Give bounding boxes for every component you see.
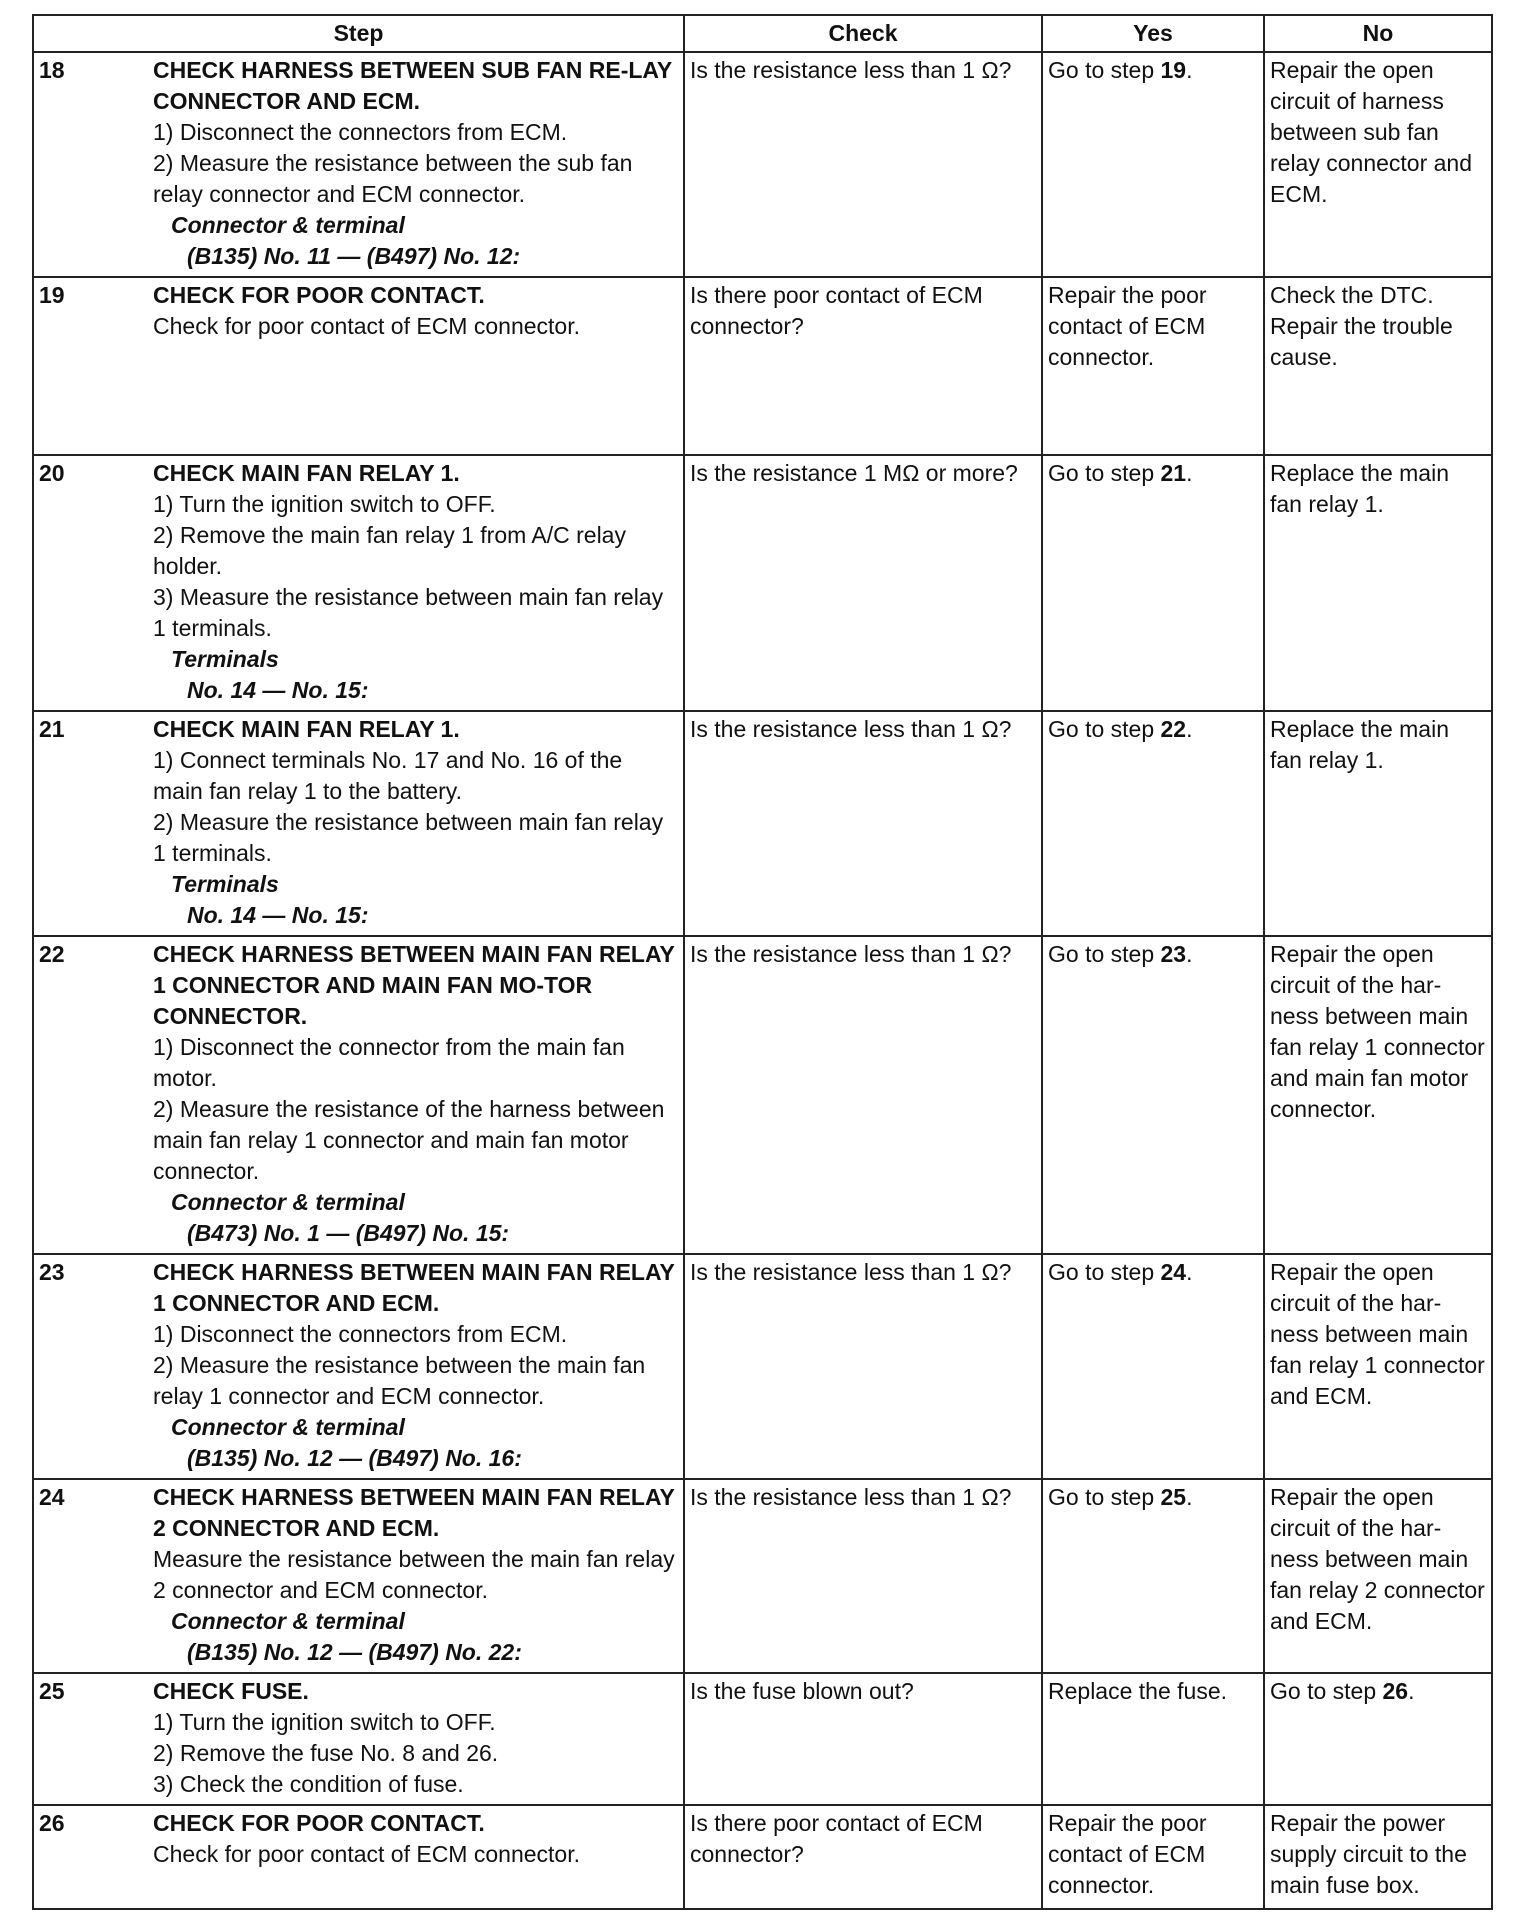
yes-cell-end: . xyxy=(1186,941,1193,967)
spec-label: Terminals xyxy=(171,646,279,672)
step-body xyxy=(153,1808,678,1870)
step-number: 24 xyxy=(39,1484,65,1510)
check-cell: Is the resistance less than 1 Ω? xyxy=(684,52,1042,277)
step-instruction: 1) Disconnect the connectors from ECM. xyxy=(153,1321,568,1347)
table-row xyxy=(33,711,1492,936)
spec-label: Connector & terminal xyxy=(171,1414,405,1440)
step-body xyxy=(153,1676,678,1800)
step-body xyxy=(153,714,678,931)
yes-cell-text: Repair the poor contact of ECM connector. xyxy=(1048,1810,1207,1898)
step-instruction: 2) Remove the main fan relay 1 from A/C relay holder. xyxy=(153,522,626,579)
table-body xyxy=(33,52,1492,1909)
no-cell xyxy=(1264,1254,1492,1479)
table-row xyxy=(33,936,1492,1254)
check-cell: Is there poor contact of ECM connector? xyxy=(684,277,1042,455)
check-cell: Is the resistance 1 MΩ or more? xyxy=(684,455,1042,711)
step-instruction: 2) Measure the resistance between main fan relay 1 terminals. xyxy=(153,809,664,866)
yes-cell-text: Repair the poor contact of ECM connector. xyxy=(1048,282,1207,370)
spec-value: (B135) No. 11 — (B497) No. 12: xyxy=(187,243,521,269)
spec-label: Connector & terminal xyxy=(171,212,405,238)
yes-cell-step-ref: 24 xyxy=(1160,1259,1187,1285)
yes-cell xyxy=(1042,1479,1264,1673)
step-body xyxy=(153,55,678,272)
step-cell xyxy=(33,936,684,1254)
spec-value: (B135) No. 12 — (B497) No. 16: xyxy=(187,1445,522,1471)
no-cell xyxy=(1264,936,1492,1254)
diagnostic-table xyxy=(32,14,1493,1910)
step-body xyxy=(153,280,678,342)
yes-cell-text: Go to step xyxy=(1048,1259,1161,1285)
no-cell-text: Repair the power supply circuit to the main fuse box. xyxy=(1270,1810,1467,1898)
header-check: Check xyxy=(684,15,1042,52)
step-title: CHECK FOR POOR CONTACT. xyxy=(153,1810,485,1836)
check-cell: Is the resistance less than 1 Ω? xyxy=(684,1254,1042,1479)
step-cell xyxy=(33,1805,684,1909)
yes-cell-end: . xyxy=(1186,1259,1193,1285)
yes-cell-step-ref: 25 xyxy=(1160,1484,1187,1510)
step-instruction: Measure the resistance between the main fan relay 2 connector and ECM connector. xyxy=(153,1546,675,1603)
yes-cell-step-ref: 21 xyxy=(1160,460,1187,486)
step-cell xyxy=(33,1254,684,1479)
yes-cell-text: Go to step xyxy=(1048,57,1161,83)
step-instruction: 3) Measure the resistance between main fan relay 1 terminals. xyxy=(153,584,664,641)
step-body xyxy=(153,939,678,1249)
yes-cell xyxy=(1042,1254,1264,1479)
no-cell xyxy=(1264,711,1492,936)
step-title: CHECK HARNESS BETWEEN MAIN FAN RELAY 2 CONNECTOR AND ECM. xyxy=(153,1484,675,1541)
yes-cell-text: Replace the fuse. xyxy=(1048,1678,1228,1704)
step-cell xyxy=(33,1673,684,1805)
table-row xyxy=(33,1479,1492,1673)
no-cell xyxy=(1264,455,1492,711)
header-no: No xyxy=(1264,15,1492,52)
step-cell xyxy=(33,711,684,936)
spec-value: No. 14 — No. 15: xyxy=(187,902,369,928)
no-cell xyxy=(1264,1673,1492,1805)
spec-label: Connector & terminal xyxy=(171,1608,405,1634)
step-instruction: Check for poor contact of ECM connector. xyxy=(153,1841,580,1867)
step-instruction: 2) Remove the fuse No. 8 and 26. xyxy=(153,1740,499,1766)
step-title: CHECK FOR POOR CONTACT. xyxy=(153,282,485,308)
yes-cell-end: . xyxy=(1186,1484,1193,1510)
check-cell: Is the fuse blown out? xyxy=(684,1673,1042,1805)
spec-value: (B473) No. 1 — (B497) No. 15: xyxy=(187,1220,510,1246)
step-number: 22 xyxy=(39,941,65,967)
yes-cell xyxy=(1042,1805,1264,1909)
step-number: 19 xyxy=(39,282,65,308)
header-step: Step xyxy=(33,15,684,52)
yes-cell-end: . xyxy=(1186,460,1193,486)
yes-cell-step-ref: 22 xyxy=(1160,716,1187,742)
step-instruction: 2) Measure the resistance of the harness between main fan relay 1 connector and main fan motor connector. xyxy=(153,1096,665,1184)
table-header-row xyxy=(33,15,1492,52)
no-cell xyxy=(1264,277,1492,455)
no-cell xyxy=(1264,52,1492,277)
step-number: 21 xyxy=(39,716,65,742)
step-title: CHECK MAIN FAN RELAY 1. xyxy=(153,460,460,486)
yes-cell-step-ref: 23 xyxy=(1160,941,1187,967)
header-yes: Yes xyxy=(1042,15,1264,52)
step-instruction: 3) Check the condition of fuse. xyxy=(153,1771,464,1797)
no-cell-text: Check the DTC. Repair the trouble cause. xyxy=(1270,282,1453,370)
step-instruction: 1) Disconnect the connectors from ECM. xyxy=(153,119,568,145)
step-title: CHECK HARNESS BETWEEN MAIN FAN RELAY 1 CONNECTOR AND MAIN FAN MO-TOR CONNECTOR. xyxy=(153,941,675,1029)
yes-cell xyxy=(1042,52,1264,277)
table-row xyxy=(33,455,1492,711)
yes-cell-end: . xyxy=(1186,716,1193,742)
no-cell-end: . xyxy=(1408,1678,1415,1704)
step-number: 26 xyxy=(39,1810,65,1836)
spec-value: No. 14 — No. 15: xyxy=(187,677,369,703)
step-instruction: 2) Measure the resistance between the sub fan relay connector and ECM connector. xyxy=(153,150,633,207)
yes-cell xyxy=(1042,936,1264,1254)
yes-cell xyxy=(1042,711,1264,936)
yes-cell-text: Go to step xyxy=(1048,460,1161,486)
table-row xyxy=(33,1254,1492,1479)
step-cell xyxy=(33,277,684,455)
spec-label: Terminals xyxy=(171,871,279,897)
step-number: 18 xyxy=(39,57,65,83)
step-number: 23 xyxy=(39,1259,65,1285)
step-title: CHECK FUSE. xyxy=(153,1678,309,1704)
step-instruction: 1) Connect terminals No. 17 and No. 16 of the main fan relay 1 to the battery. xyxy=(153,747,623,804)
step-instruction: 1) Disconnect the connector from the main fan motor. xyxy=(153,1034,625,1091)
spec-label: Connector & terminal xyxy=(171,1189,405,1215)
check-cell: Is the resistance less than 1 Ω? xyxy=(684,711,1042,936)
yes-cell-step-ref: 19 xyxy=(1160,57,1187,83)
step-instruction: Check for poor contact of ECM connector. xyxy=(153,313,580,339)
no-cell-text: Repair the open circuit of harness between sub fan relay connector and ECM. xyxy=(1270,57,1473,207)
spec-value: (B135) No. 12 — (B497) No. 22: xyxy=(187,1639,522,1665)
no-cell xyxy=(1264,1805,1492,1909)
step-title: CHECK HARNESS BETWEEN SUB FAN RE-LAY CONNECTOR AND ECM. xyxy=(153,57,672,114)
no-cell-text: Go to step xyxy=(1270,1678,1383,1704)
check-cell: Is the resistance less than 1 Ω? xyxy=(684,936,1042,1254)
no-cell xyxy=(1264,1479,1492,1673)
step-body xyxy=(153,458,678,706)
step-title: CHECK MAIN FAN RELAY 1. xyxy=(153,716,460,742)
yes-cell-text: Go to step xyxy=(1048,941,1161,967)
step-number: 20 xyxy=(39,460,65,486)
step-cell xyxy=(33,455,684,711)
table-row xyxy=(33,1805,1492,1909)
no-cell-text: Replace the main fan relay 1. xyxy=(1270,716,1449,773)
yes-cell xyxy=(1042,1673,1264,1805)
step-instruction: 1) Turn the ignition switch to OFF. xyxy=(153,1709,496,1735)
no-cell-text: Repair the open circuit of the har-ness between main fan relay 2 connector and ECM. xyxy=(1270,1484,1485,1634)
check-cell: Is there poor contact of ECM connector? xyxy=(684,1805,1042,1909)
step-title: CHECK HARNESS BETWEEN MAIN FAN RELAY 1 CONNECTOR AND ECM. xyxy=(153,1259,675,1316)
yes-cell-end: . xyxy=(1186,57,1193,83)
no-cell-step-ref: 26 xyxy=(1382,1678,1409,1704)
step-body xyxy=(153,1482,678,1668)
no-cell-text: Repair the open circuit of the har-ness between main fan relay 1 connector and main fan motor connector. xyxy=(1270,941,1485,1122)
table-row xyxy=(33,52,1492,277)
step-cell xyxy=(33,52,684,277)
yes-cell xyxy=(1042,455,1264,711)
step-number: 25 xyxy=(39,1678,65,1704)
step-body xyxy=(153,1257,678,1474)
check-cell: Is the resistance less than 1 Ω? xyxy=(684,1479,1042,1673)
yes-cell-text: Go to step xyxy=(1048,1484,1161,1510)
no-cell-text: Repair the open circuit of the har-ness between main fan relay 1 connector and ECM. xyxy=(1270,1259,1485,1409)
step-cell xyxy=(33,1479,684,1673)
no-cell-text: Replace the main fan relay 1. xyxy=(1270,460,1449,517)
yes-cell xyxy=(1042,277,1264,455)
table-row xyxy=(33,277,1492,455)
step-instruction: 1) Turn the ignition switch to OFF. xyxy=(153,491,496,517)
yes-cell-text: Go to step xyxy=(1048,716,1161,742)
table-row xyxy=(33,1673,1492,1805)
step-instruction: 2) Measure the resistance between the main fan relay 1 connector and ECM connector. xyxy=(153,1352,646,1409)
